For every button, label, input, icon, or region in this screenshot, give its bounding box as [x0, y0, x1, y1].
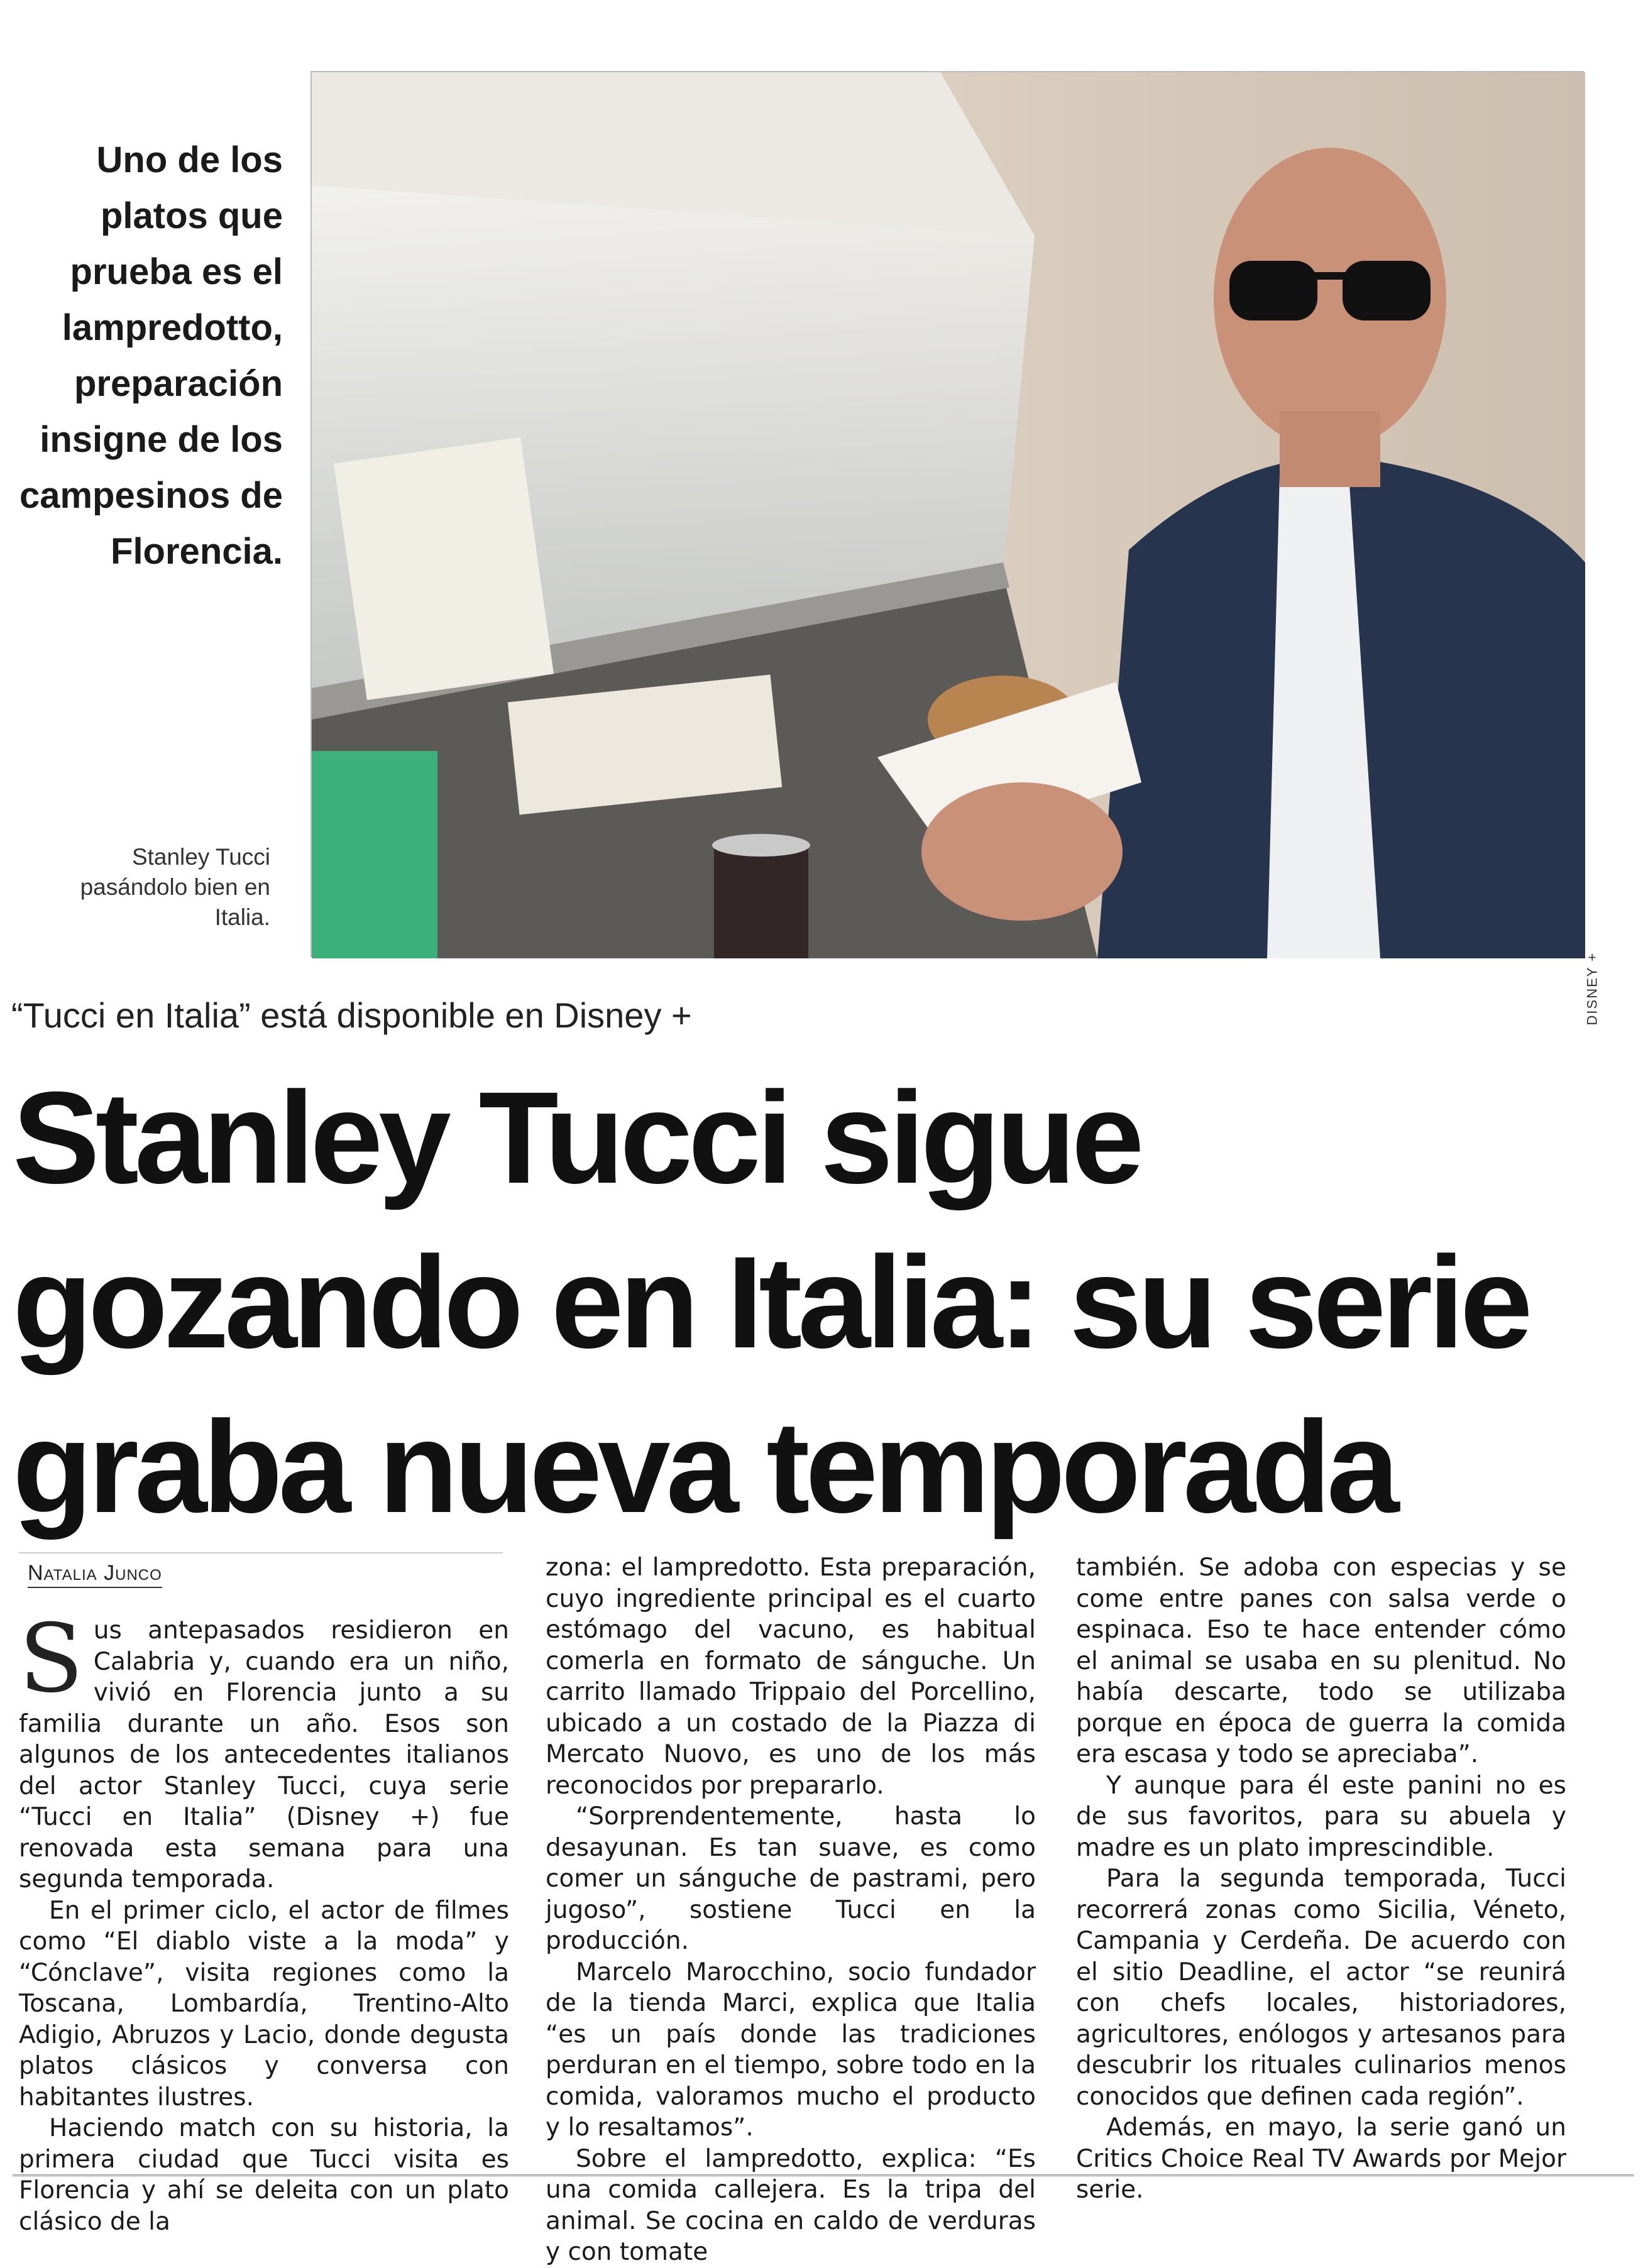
paragraph: Marcelo Marocchino, socio fundador de la tienda Marci, explica que Italia “es un país donde las tradiciones perduran en el tiempo, sobre todo en la comida, valoramos mucho el producto y lo resaltamos”.: [546, 1958, 1036, 2142]
paragraph: Sobre el lampredotto, explica: “Es una comida callejera. Es la tripa del animal. Se cocina en caldo de verduras y con tomate: [546, 2144, 1036, 2266]
paragraph: Y aunque para él este panini no es de sus favoritos, para su abuela y madre es un plato imprescindible.: [1076, 1771, 1566, 1862]
article-column-2: [546, 1552, 1036, 2268]
photo-credit: DISNEY +: [1584, 952, 1600, 1026]
article-photo: [310, 71, 1600, 1026]
page-bottom-rule: [13, 2174, 1634, 2176]
paragraph: Haciendo match con su historia, la primera ciudad que Tucci visita es Florencia y ahí se deleita con un plato clásico de la: [19, 2114, 509, 2236]
paragraph: zona: el lampredotto. Esta preparación, cuyo ingrediente principal es el cuarto estómago del vacuno, es habitual comerla en formato de sánguche. Un carrito llamado Trippaio del Porcellino, ubicado a un costado de la Piazza di Mercato Nuovo, es uno de los más reconocidos por prepararlo.: [546, 1553, 1036, 1800]
drop-cap: S: [19, 1604, 84, 1714]
photo-illustration: [312, 72, 1585, 958]
byline: Natalia Junco: [28, 1561, 162, 1588]
paragraph: Sus antepasados residieron en Calabria y, cuando era un niño, vivió en Florencia junto a su familia durante un año. Esos son algunos de los antecedentes italianos del actor Stanley Tucci, cuya serie “Tucci en Italia” (Disney +) fue renovada esta semana para una segunda temporada.: [19, 1604, 509, 1893]
byline-rule: [19, 1552, 503, 1553]
kicker: “Tucci en Italia” está disponible en Disney +: [11, 995, 692, 1035]
pull-quote: Uno de los platos que prueba es el lampredotto, preparación insigne de los campesinos de Florencia.: [19, 140, 283, 572]
paragraph: Para la segunda temporada, Tucci recorrerá zonas como Sicilia, Véneto, Campania y Cerdeña. De acuerdo con el sitio Deadline, el actor “se reunirá con chefs locales, historiadores, agricultores, enólogos y artesanos para descubrir los rituales culinarios menos conocidos que definen cada región”.: [1076, 1865, 1566, 2111]
article-column-1: [19, 1604, 509, 2236]
paragraph: Además, en mayo, la serie ganó un Critics Choice Real TV Awards por Mejor serie.: [1076, 2113, 1566, 2204]
article-column-3: [1076, 1552, 1566, 2206]
headline: Stanley Tucci sigue gozando en Italia: su serie graba nueva temporada: [13, 1065, 1529, 1540]
paragraph: “Sorprendentemente, hasta lo desayunan. Es tan suave, es como comer un sánguche de pastrami, pero jugoso”, sostiene Tucci en la producción.: [546, 1802, 1036, 1955]
paragraph: En el primer ciclo, el actor de filmes como “El diablo viste a la moda” y “Cónclave”, visita regiones como la Toscana, Lombardía, Trentino-Alto Adigio, Abruzos y Lacio, donde degusta platos clásicos y conversa con habitantes ilustres.: [19, 1896, 509, 2112]
paragraph: también. Se adoba con especias y se come entre panes con salsa verde o espinaca. Eso te hace entender cómo el animal se usaba en su plenitud. No había descarte, todo se utilizaba porque en época de guerra la comida era escasa y todo se apreciaba”.: [1076, 1553, 1566, 1768]
photo-caption: Stanley Tucci pasándolo bien en Italia.: [80, 844, 270, 930]
